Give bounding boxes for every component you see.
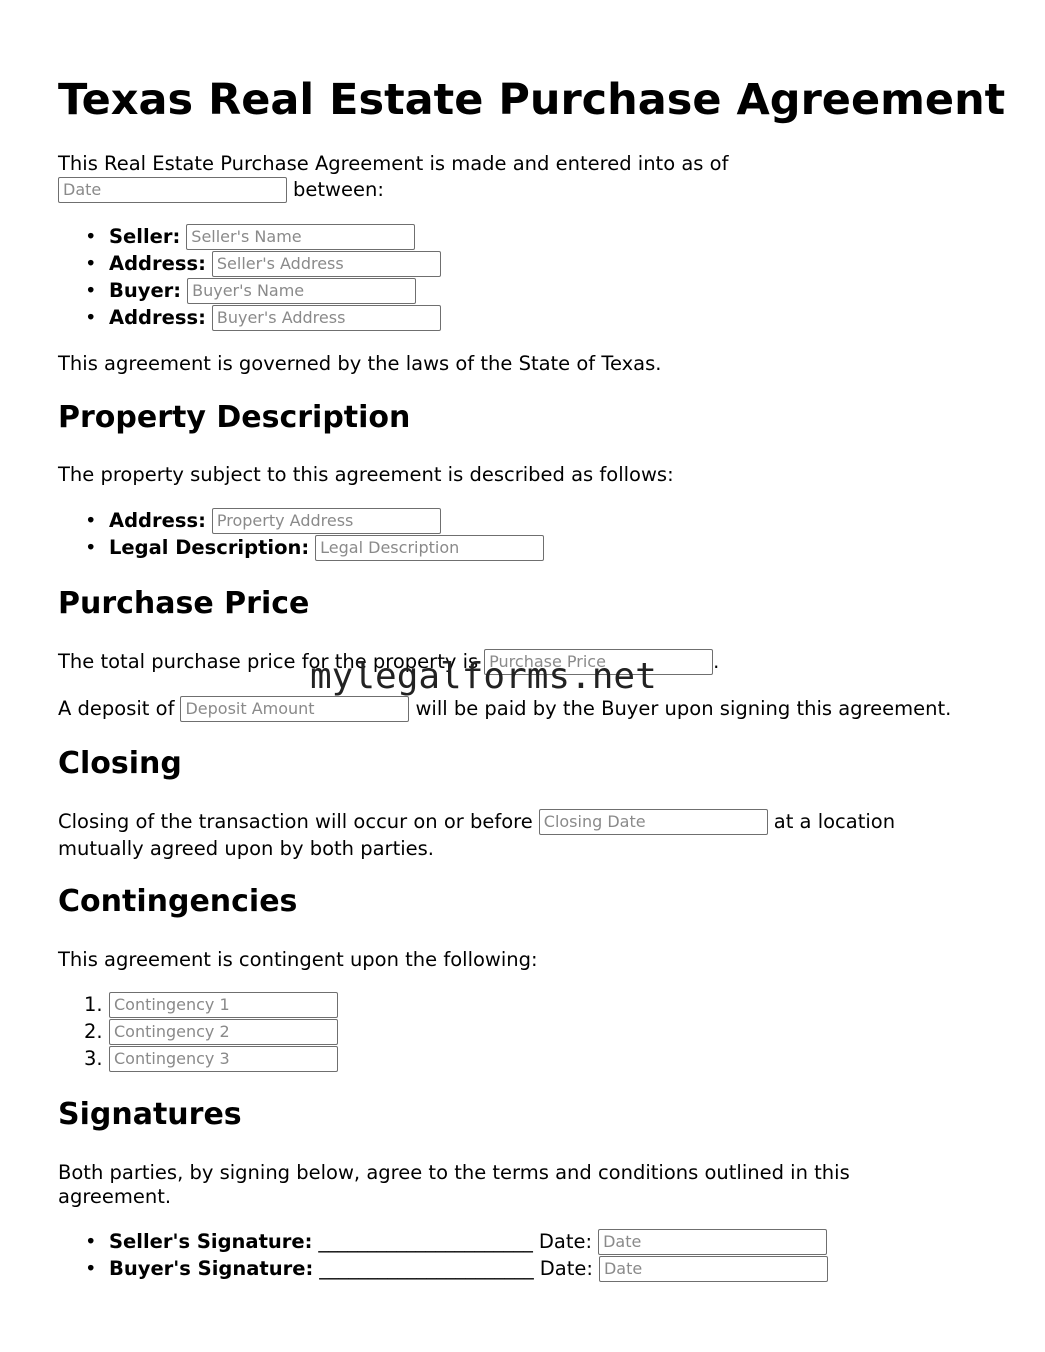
party-label: Address: (109, 252, 206, 275)
contingency-number: 2. (84, 1020, 103, 1043)
party-label: Seller: (109, 225, 181, 248)
date-label: Date: (539, 1257, 593, 1280)
contingency-1-input[interactable] (109, 992, 338, 1018)
contingency-2-input[interactable] (109, 1019, 338, 1045)
closing-suffix: at a location (773, 810, 896, 833)
deposit-amount-input[interactable] (180, 696, 409, 722)
closing-line2: mutually agreed upon by both parties. (58, 837, 434, 860)
buyer-name-input[interactable] (187, 278, 416, 304)
contingency-number: 3. (84, 1047, 103, 1070)
property-label: Legal Description: (109, 536, 310, 559)
intro-date-line (58, 176, 384, 203)
party-buyer-address-row (85, 304, 441, 331)
seller-signature-date-input[interactable] (598, 1229, 827, 1255)
total-price-line (58, 648, 719, 675)
governing-law-text: This agreement is governed by the laws of the State of Texas. (58, 352, 662, 375)
closing-date-line (58, 808, 895, 835)
page-title: Texas Real Estate Purchase Agreement (58, 75, 1006, 125)
signatures-intro-line2: agreement. (58, 1185, 172, 1208)
signatures-intro-line1: Both parties, by signing below, agree to the terms and conditions outlined in this (58, 1161, 850, 1184)
seller-address-input[interactable] (212, 251, 441, 277)
party-seller-address-row (85, 250, 441, 277)
seller-signature-line[interactable]: ______________________ (318, 1230, 533, 1253)
bullet-icon: • (85, 279, 97, 302)
buyer-signature-date-input[interactable] (599, 1256, 828, 1282)
price-heading: Purchase Price (58, 586, 310, 621)
agreement-date-input[interactable] (58, 177, 287, 203)
purchase-price-input[interactable] (484, 649, 713, 675)
legal-description-input[interactable] (315, 535, 544, 561)
contingency-number: 1. (84, 993, 103, 1016)
date-label: Date: (538, 1230, 593, 1253)
total-price-end: . (713, 650, 720, 673)
deposit-prefix: A deposit of (58, 697, 175, 720)
property-label: Address: (109, 509, 206, 532)
closing-heading: Closing (58, 746, 182, 781)
party-seller-row (85, 223, 415, 250)
contingency-row (84, 1018, 338, 1045)
signature-label: Seller's Signature: (109, 1230, 313, 1253)
contingency-row (84, 991, 338, 1018)
bullet-icon: • (85, 536, 97, 559)
bullet-icon: • (85, 1257, 97, 1280)
watermark-text: mylegalforms.net (310, 656, 657, 697)
bullet-icon: • (85, 225, 97, 248)
signatures-heading: Signatures (58, 1097, 242, 1132)
closing-date-input[interactable] (539, 809, 768, 835)
closing-prefix: Closing of the transaction will occur on or before (58, 810, 533, 833)
total-price-text: The total purchase price for the property is (58, 650, 479, 673)
bullet-icon: • (85, 306, 97, 329)
buyer-signature-line[interactable]: ______________________ (319, 1257, 534, 1280)
seller-signature-row (85, 1228, 827, 1255)
party-label: Buyer: (109, 279, 182, 302)
bullet-icon: • (85, 1230, 97, 1253)
seller-name-input[interactable] (186, 224, 415, 250)
contingencies-heading: Contingencies (58, 884, 298, 919)
deposit-suffix: will be paid by the Buyer upon signing this agreement. (415, 697, 952, 720)
contingencies-intro: This agreement is contingent upon the following: (58, 948, 538, 971)
legal-description-row (85, 534, 544, 561)
contingency-3-input[interactable] (109, 1046, 338, 1072)
bullet-icon: • (85, 509, 97, 532)
property-intro: The property subject to this agreement is described as follows: (58, 463, 674, 486)
contingency-row (84, 1045, 338, 1072)
property-address-row (85, 507, 441, 534)
property-heading: Property Description (58, 400, 411, 435)
bullet-icon: • (85, 252, 97, 275)
intro-text: This Real Estate Purchase Agreement is made and entered into as of (58, 152, 729, 175)
buyer-address-input[interactable] (212, 305, 441, 331)
signature-label: Buyer's Signature: (109, 1257, 314, 1280)
party-label: Address: (109, 306, 206, 329)
party-buyer-row (85, 277, 416, 304)
deposit-line (58, 695, 951, 722)
intro-suffix: between: (293, 178, 384, 201)
property-address-input[interactable] (212, 508, 441, 534)
buyer-signature-row (85, 1255, 828, 1282)
